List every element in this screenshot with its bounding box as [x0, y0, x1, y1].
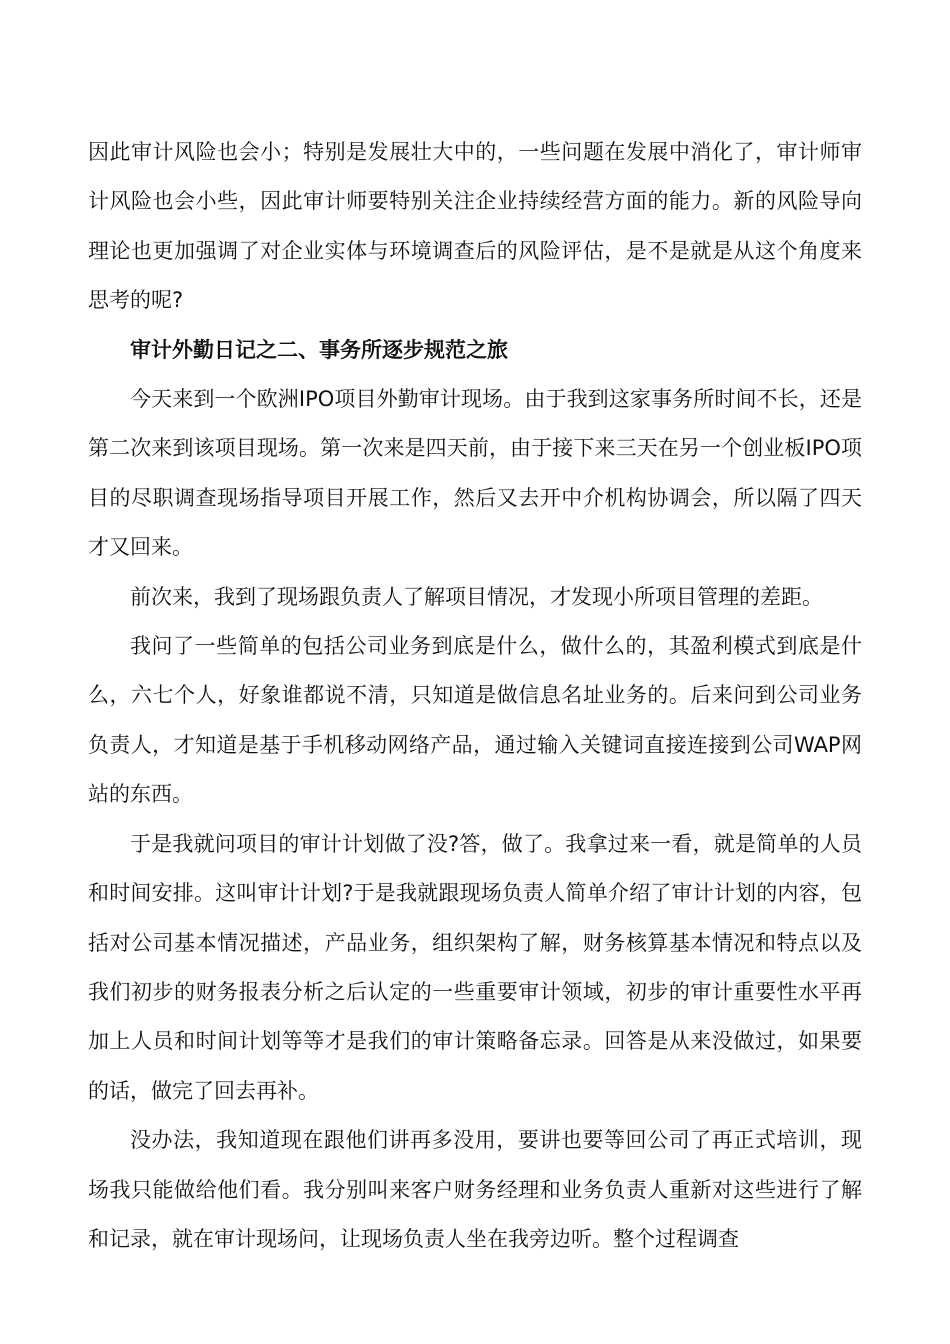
document-page — [88, 128, 862, 1264]
paragraph: 前次来，我到了现场跟负责人了解项目情况，才发现小所项目管理的差距。 — [130, 584, 823, 609]
section-heading: 审计外勤日记之二、事务所逐步规范之旅 — [130, 337, 508, 362]
paragraph: 没办法，我知道现在跟他们讲再多没用，要讲也要等回公司了再正式培训，现场我只能做给他们看。我分别叫来客户财务经理和业务负责人重新对这些进行了解和记录，就在审计现场问，让现场负责人坐在我旁边听。整个过程调查 — [88, 1128, 862, 1251]
paragraph: 今天来到一个欧洲IPO项目外勤审计现场。由于我到这家事务所时间不长，还是第二次来到该项目现场。第一次来是四天前，由于接下来三天在另一个创业板IPO项目的尽职调查现场指导项目开展工作，然后又去开中介机构协调会，所以隔了四天才又回来。 — [88, 387, 862, 560]
paragraph: 我问了一些简单的包括公司业务到底是什么，做什么的，其盈利模式到底是什么，六七个人，好象谁都说不清，只知道是做信息名址业务的。后来问到公司业务负责人，才知道是基于手机移动网络产品，通过输入关键词直接连接到公司WAP网站的东西。 — [88, 634, 862, 807]
paragraph: 于是我就问项目的审计计划做了没?答，做了。我拿过来一看，就是简单的人员和时间安排。这叫审计计划?于是我就跟现场负责人简单介绍了审计计划的内容，包括对公司基本情况描述，产品业务，组织架构了解，财务核算基本情况和特点以及我们初步的财务报表分析之后认定的一些重要审计领域，初步的审计重要性水平再加上人员和时间计划等等才是我们的审计策略备忘录。回答是从来没做过，如果要的话，做完了回去再补。 — [88, 831, 862, 1103]
paragraph-continued: 因此审计风险也会小；特别是发展壮大中的，一些问题在发展中消化了，审计师审计风险也会小些，因此审计师要特别关注企业持续经营方面的能力。新的风险导向理论也更加强调了对企业实体与环境调查后的风险评估，是不是就是从这个角度来思考的呢? — [88, 140, 862, 313]
